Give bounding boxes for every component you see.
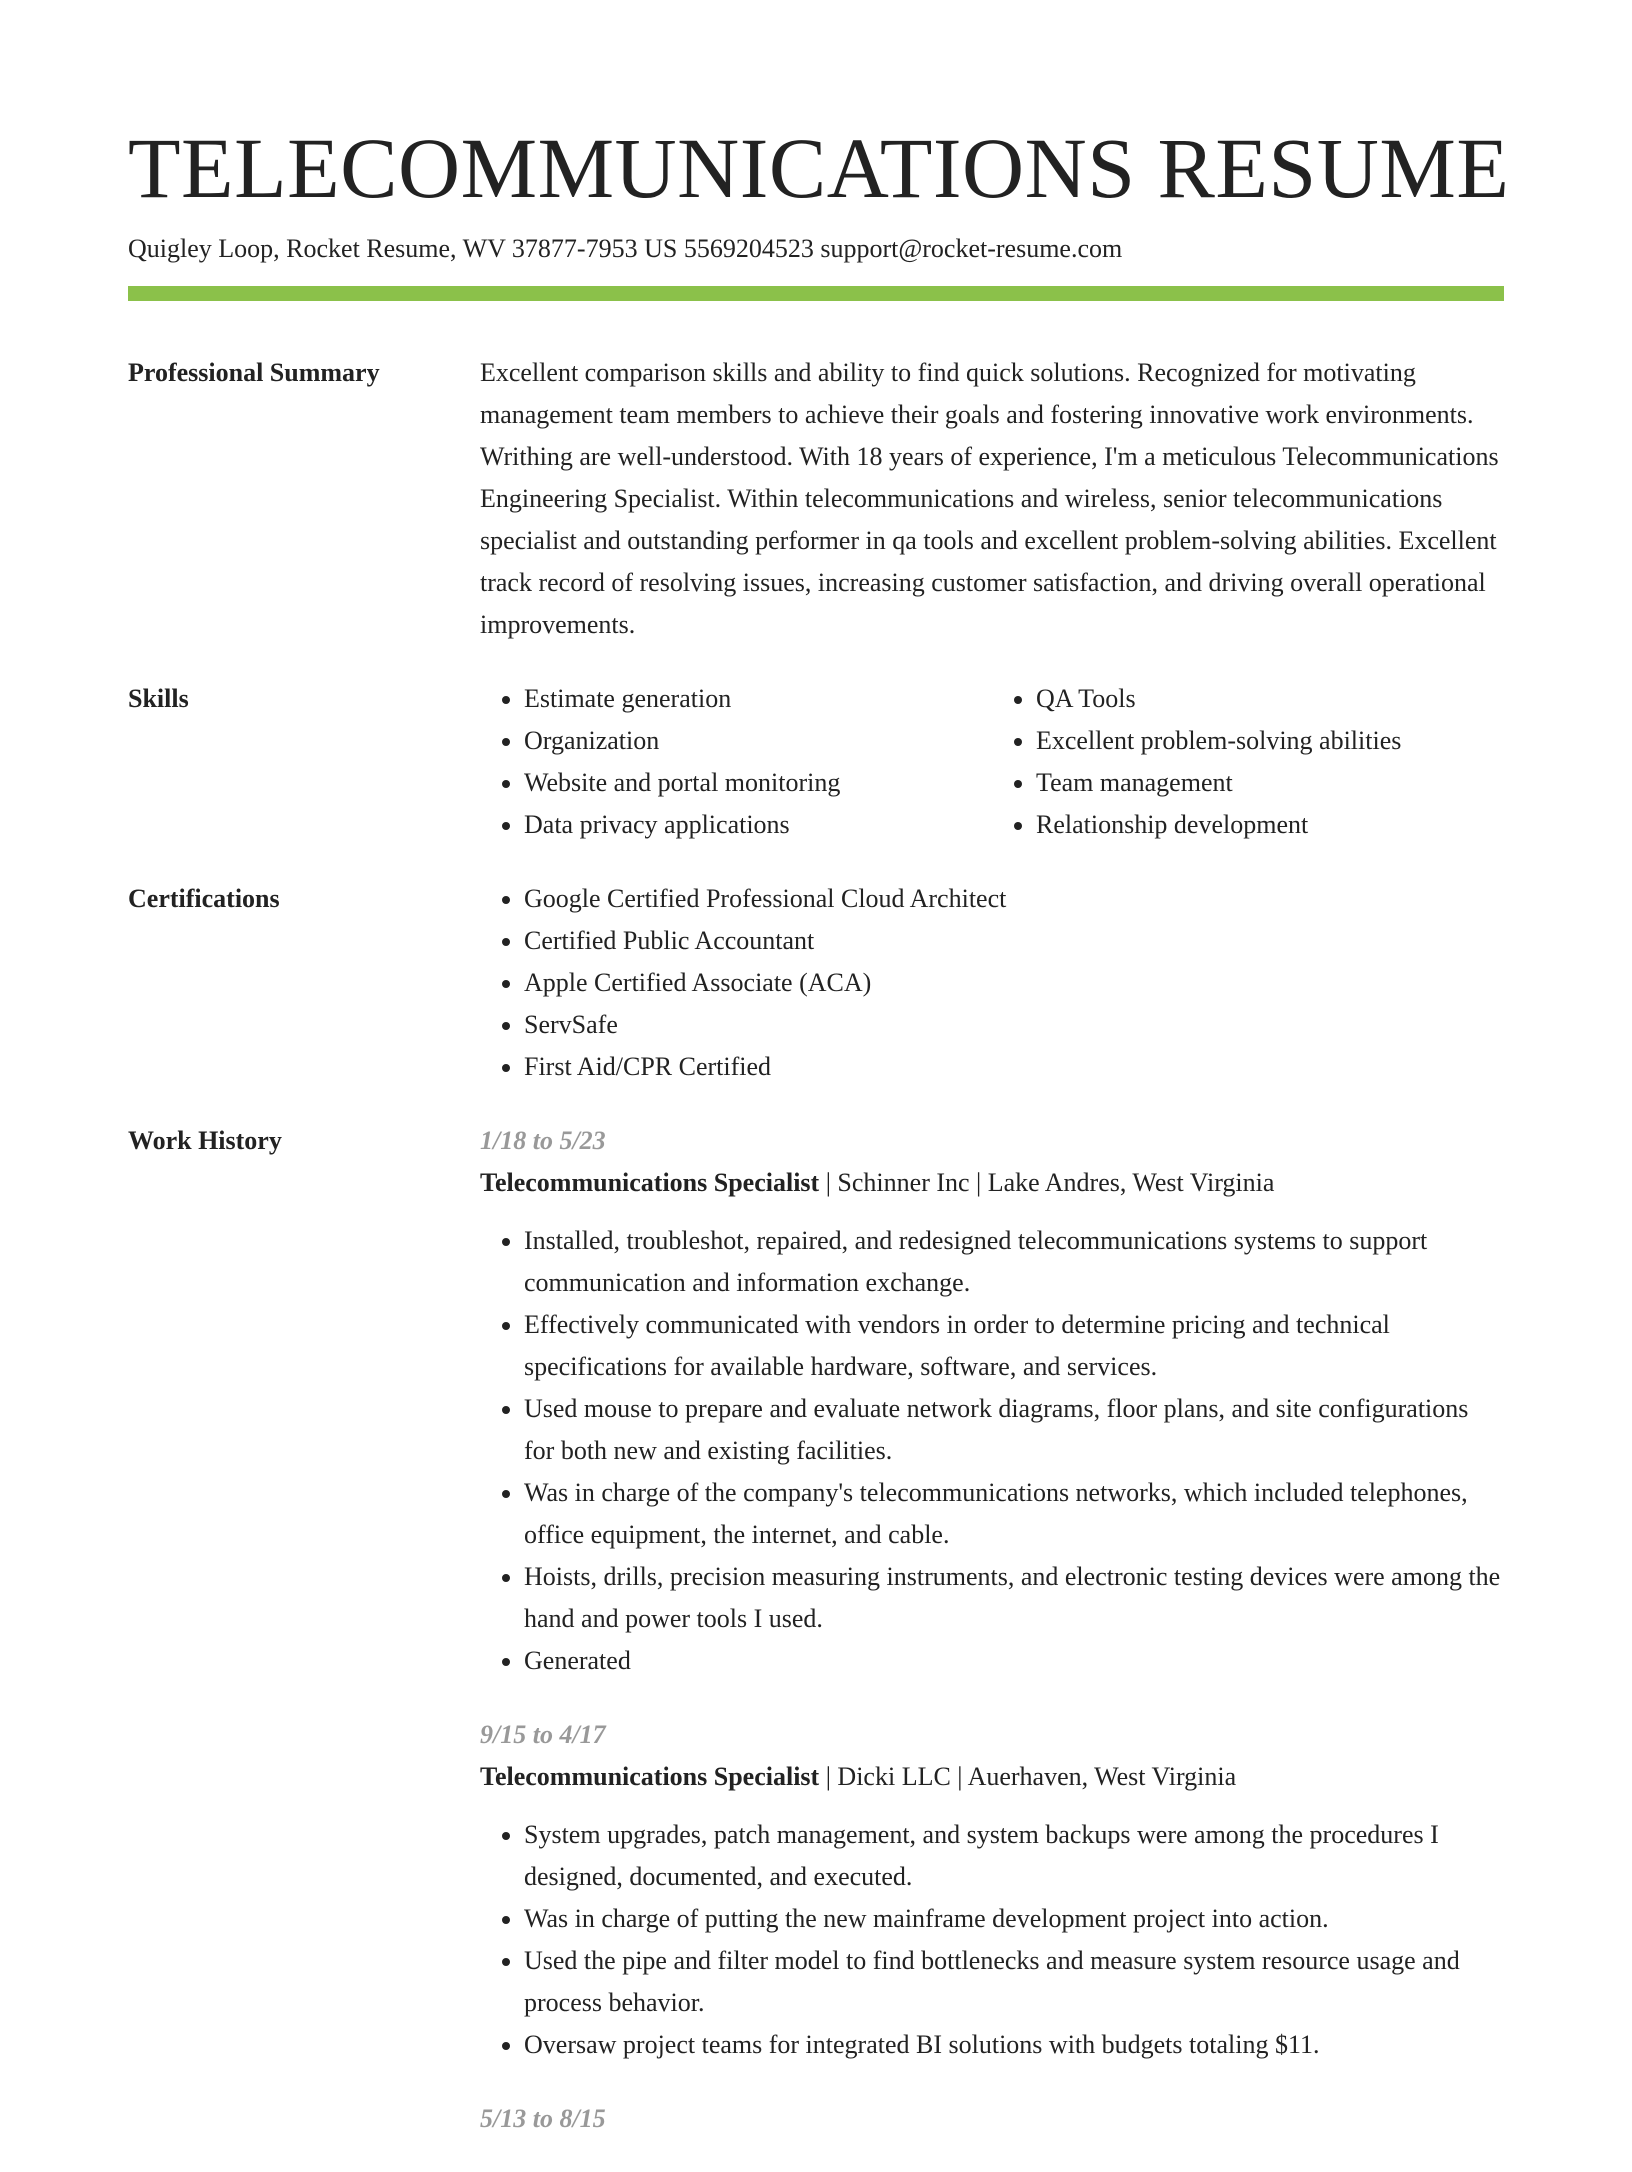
certifications-heading: Certifications bbox=[128, 884, 280, 913]
certification-item: • ServSafe bbox=[524, 1004, 1504, 1046]
skills-list-left bbox=[480, 678, 992, 846]
job-title: Telecommunications Specialist bbox=[480, 1762, 820, 1791]
contact-line: Quigley Loop, Rocket Resume, WV 37877-7953 US 5569204523 support@rocket-resume.com bbox=[128, 234, 1123, 263]
job-duty: • Oversaw project teams for integrated BI solutions with budgets totaling $11. bbox=[524, 2024, 1504, 2066]
skill-item: • QA Tools bbox=[1036, 678, 1504, 720]
job-duty: • Hoists, drills, precision measuring instruments, and electronic testing devices were among the hand and power tools I used. bbox=[524, 1556, 1504, 1640]
certification-item: • Certified Public Accountant bbox=[524, 920, 1504, 962]
job-company-location: | Schinner Inc | Lake Andres, West Virginia bbox=[819, 1168, 1275, 1197]
job-duty: • Was in charge of the company's telecommunications networks, which included telephones, office equipment, the internet, and cable. bbox=[524, 1472, 1504, 1556]
certification-item: • Google Certified Professional Cloud Architect bbox=[524, 878, 1504, 920]
skills-grid bbox=[480, 678, 1504, 846]
job-duty: • Used mouse to prepare and evaluate network diagrams, floor plans, and site configurations for both new and existing facilities. bbox=[524, 1388, 1504, 1472]
skill-item: • Relationship development bbox=[1036, 804, 1504, 846]
job-entry bbox=[480, 1120, 1504, 1682]
skill-item: • Excellent problem-solving abilities bbox=[1036, 720, 1504, 762]
skill-item: • Organization bbox=[524, 720, 992, 762]
certification-item: • Apple Certified Associate (ACA) bbox=[524, 962, 1504, 1004]
job-dates: 9/15 to 4/17 bbox=[480, 1720, 606, 1749]
job-company-location: | Dicki LLC | Auerhaven, West Virginia bbox=[819, 1762, 1237, 1791]
job-dates: 1/18 to 5/23 bbox=[480, 1126, 606, 1155]
header-divider bbox=[128, 286, 1504, 301]
skill-item: • Team management bbox=[1036, 762, 1504, 804]
job-header bbox=[480, 1756, 1504, 1798]
summary-heading: Professional Summary bbox=[128, 358, 380, 387]
skills-list-right bbox=[992, 678, 1504, 846]
job-duties-list bbox=[480, 1220, 1504, 1682]
certification-item: • First Aid/CPR Certified bbox=[524, 1046, 1504, 1088]
resume-title: TELECOMMUNICATIONS RESUME bbox=[128, 120, 1510, 216]
job-duty: • Used the pipe and filter model to find bottlenecks and measure system resource usage and process behavior. bbox=[524, 1940, 1504, 2024]
summary-text: Excellent comparison skills and ability to find quick solutions. Recognized for motivating management team members to achieve their goals and fostering innovative work environments. Writhing are well-understood. With 18 years of experience, I'm a meticulous Telecommunications Engineering Specialist. Within telecommunications and wireless, senior telecommunications specialist and outstanding performer in qa tools and excellent problem-solving abilities. Excellent track record of resolving issues, increasing customer satisfaction, and driving overall operational improvements. bbox=[480, 358, 1499, 639]
job-entry bbox=[480, 1714, 1504, 2066]
work-history-body bbox=[480, 1120, 1504, 2172]
skill-item: • Data privacy applications bbox=[524, 804, 992, 846]
job-duty: • System upgrades, patch management, and system backups were among the procedures I designed, documented, and executed. bbox=[524, 1814, 1504, 1898]
skill-item: • Estimate generation bbox=[524, 678, 992, 720]
job-duty: • Installed, troubleshot, repaired, and redesigned telecommunications systems to support communication and information exchange. bbox=[524, 1220, 1504, 1304]
job-header bbox=[480, 1162, 1504, 1204]
job-duties-list bbox=[480, 1814, 1504, 2066]
job-duty: • Effectively communicated with vendors in order to determine pricing and technical specifications for available hardware, software, and services. bbox=[524, 1304, 1504, 1388]
skill-item: • Website and portal monitoring bbox=[524, 762, 992, 804]
certifications-list bbox=[480, 878, 1504, 1088]
job-entry bbox=[480, 2098, 1504, 2140]
job-duty: • Was in charge of putting the new mainframe development project into action. bbox=[524, 1898, 1504, 1940]
job-duty: • Generated bbox=[524, 1640, 1504, 1682]
skills-heading: Skills bbox=[128, 684, 189, 713]
work-history-heading: Work History bbox=[128, 1126, 282, 1155]
job-title: Telecommunications Specialist bbox=[480, 1168, 820, 1197]
job-dates: 5/13 to 8/15 bbox=[480, 2104, 606, 2133]
